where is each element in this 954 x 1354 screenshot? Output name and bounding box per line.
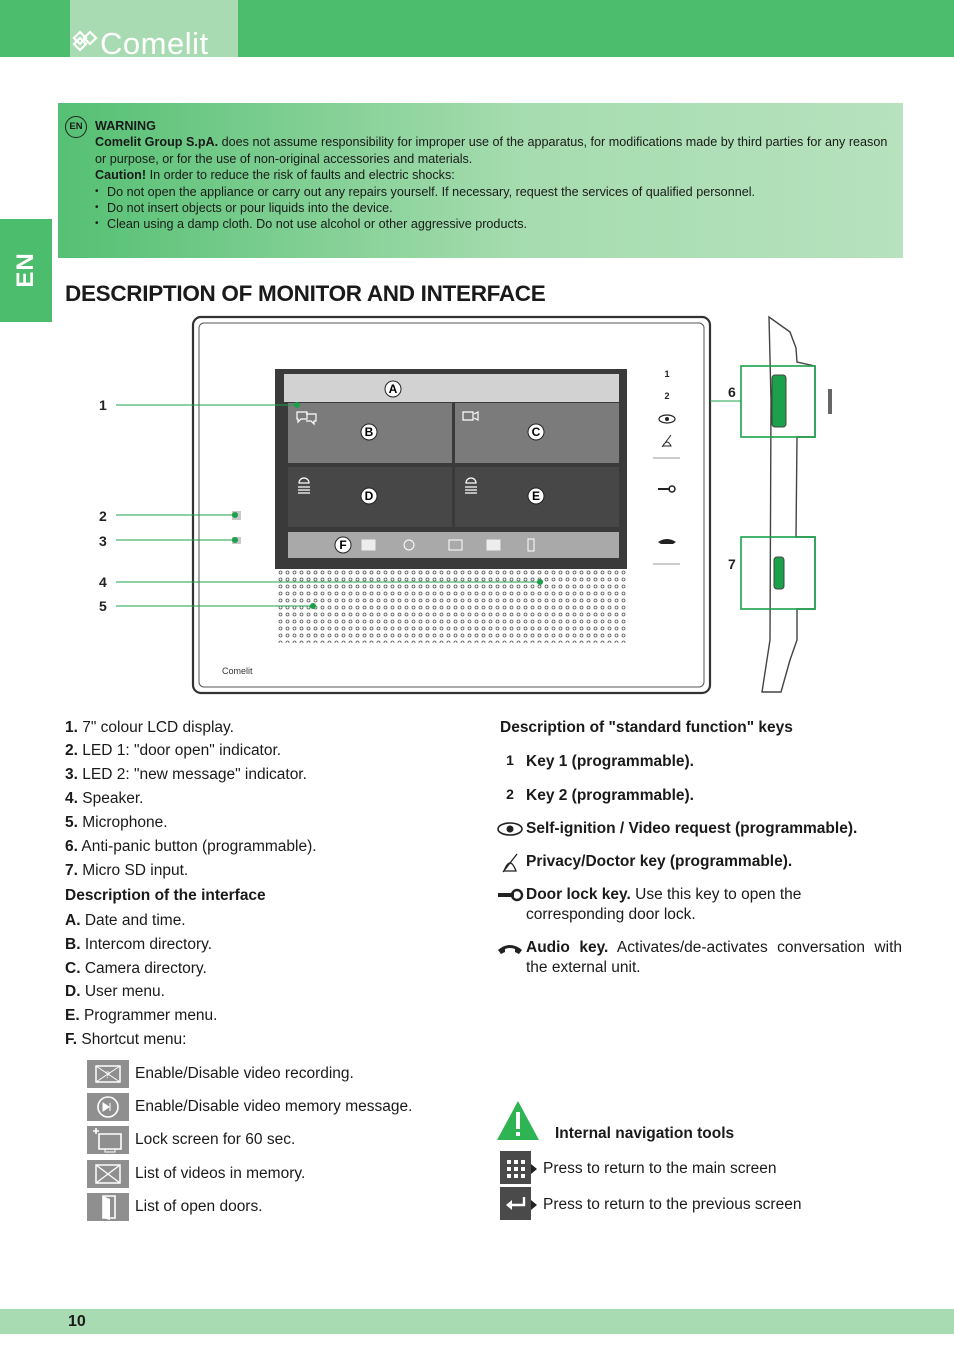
keys-heading: Description of "standard function" keys: [500, 719, 793, 736]
callout-1: 1: [99, 397, 107, 413]
section-title: DESCRIPTION OF MONITOR AND INTERFACE: [65, 281, 546, 306]
warning-caution-label: Caution!: [95, 168, 147, 183]
warning-bullet: • Do not open the appliance or carry out any repairs yourself. If necessary, request the services of qualified personnel.: [95, 184, 890, 200]
warning-bullet: • Do not insert objects or pour liquids into the device.: [95, 200, 890, 216]
page-number: 10: [68, 1313, 86, 1330]
language-badge: EN: [65, 116, 87, 138]
list-item: 1. 7" colour LCD display.: [65, 719, 234, 736]
interface-heading: Description of the interface: [65, 887, 266, 904]
back-arrow-icon: [500, 1187, 531, 1220]
monitor-side-profile: [762, 317, 815, 692]
grid-home-icon: [500, 1151, 531, 1184]
warning-bullet: • Clean using a damp cloth. Do not use alcohol or other aggressive products.: [95, 216, 890, 232]
key-2-icon: 2: [506, 786, 514, 802]
footer-bar: [0, 1309, 954, 1334]
list-item: 4. Speaker.: [65, 790, 144, 807]
video-memory-message-icon: [87, 1093, 129, 1121]
brand-logo: [70, 0, 238, 61]
side-key-1: 1: [664, 369, 670, 379]
shortcut-label: Lock screen for 60 sec.: [135, 1131, 296, 1148]
video-record-icon: [87, 1060, 129, 1088]
warning-title: WARNING: [95, 119, 156, 133]
language-tab-label: EN: [12, 252, 39, 288]
shortcut-label: List of videos in memory.: [135, 1165, 306, 1182]
list-item: C. Camera directory.: [65, 960, 207, 977]
shortcut-label: List of open doors.: [135, 1198, 263, 1215]
callout-6: 6: [728, 384, 736, 400]
screen-date-bar: [284, 374, 619, 402]
handset-icon: [496, 938, 524, 960]
list-item: 2. LED 1: "door open" indicator.: [65, 742, 282, 759]
list-item: D. User menu.: [65, 983, 165, 1000]
key-1-icon: 1: [506, 752, 514, 768]
navigation-title: Internal navigation tools: [555, 1125, 735, 1142]
open-doors-icon: [87, 1193, 129, 1221]
warning-caution-text: In order to reduce the risk of faults and electric shocks:: [146, 168, 455, 183]
eye-icon: [496, 819, 524, 841]
lock-screen-icon: [87, 1126, 129, 1154]
privacy-icon: [496, 852, 524, 874]
video-list-icon: [87, 1160, 129, 1188]
brand-name: Comelit: [100, 26, 209, 61]
shortcut-label: Enable/Disable video recording.: [135, 1065, 354, 1082]
monitor-diagram: [0, 300, 954, 700]
device-brand: Comelit: [222, 666, 253, 676]
callout-4: 4: [99, 574, 107, 590]
list-item: 3. LED 2: "new message" indicator.: [65, 766, 307, 783]
screen-letter-a: A: [388, 382, 398, 396]
screen-letter-e: E: [531, 489, 541, 503]
warning-box: [58, 103, 903, 258]
screen-letter-b: B: [364, 425, 374, 439]
speaker-grille: [277, 569, 627, 643]
comelit-mark-icon: [70, 28, 100, 58]
list-item: A. Date and time.: [65, 912, 186, 929]
callout-3: 3: [99, 533, 107, 549]
list-item: 7. Micro SD input.: [65, 862, 189, 879]
warning-company: Comelit Group S.pA.: [95, 135, 219, 150]
navigation-label: Press to return to the main screen: [543, 1160, 777, 1177]
screen-letter-d: D: [364, 489, 374, 503]
warning-company-text: does not assume responsibility for improper use of the apparatus, for modifications made by third parties for any reason or purpose, or for the use of non-original accessories and materials.: [95, 135, 888, 166]
warning-triangle-icon: [496, 1100, 540, 1141]
list-item: 5. Microphone.: [65, 814, 168, 831]
list-item: F. Shortcut menu:: [65, 1031, 187, 1048]
panic-button: [772, 375, 786, 427]
shortcut-label: Enable/Disable video memory message.: [135, 1098, 413, 1115]
warning-text: [95, 118, 890, 233]
svg-text:?: ?: [105, 1070, 111, 1080]
callout-5: 5: [99, 598, 107, 614]
list-item: E. Programmer menu.: [65, 1007, 218, 1024]
screen-letter-f: F: [339, 538, 347, 552]
callout-7: 7: [728, 556, 736, 572]
list-item: B. Intercom directory.: [65, 936, 213, 953]
list-item: 6. Anti-panic button (programmable).: [65, 838, 317, 855]
side-key-2: 2: [664, 391, 670, 401]
navigation-label: Press to return to the previous screen: [543, 1196, 802, 1213]
key-icon: [496, 885, 524, 907]
screen-letter-c: C: [531, 425, 541, 439]
callout-2: 2: [99, 508, 107, 524]
micro-sd-slot: [774, 557, 784, 589]
